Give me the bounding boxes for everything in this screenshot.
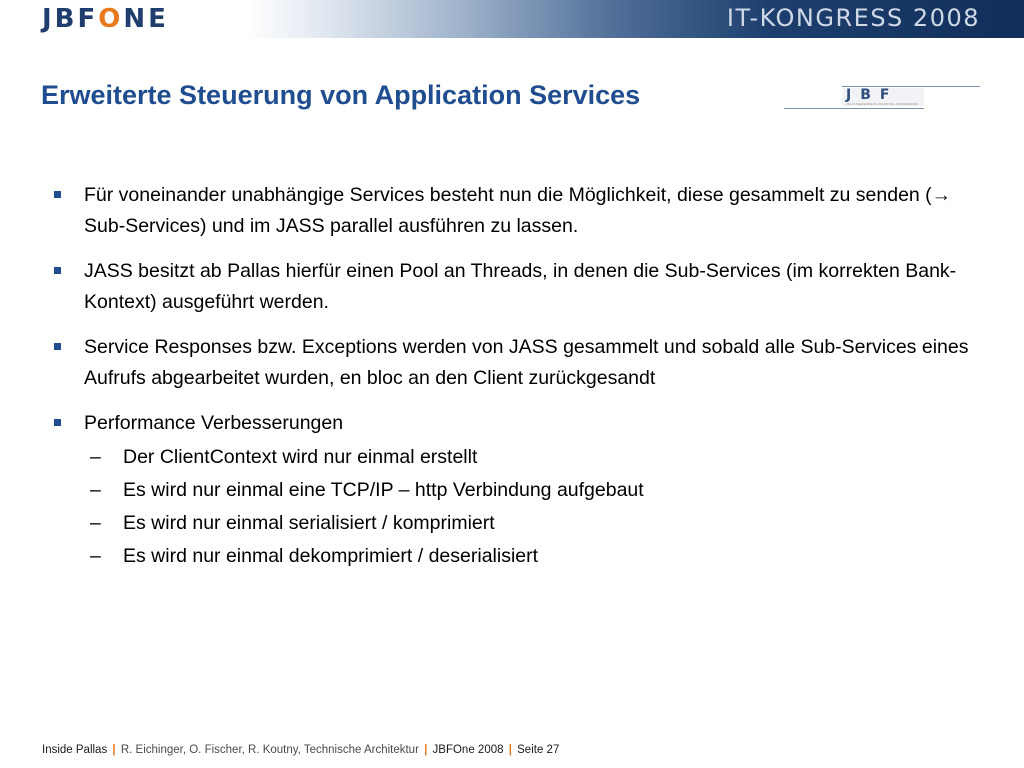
bullet-text: Service Responses bzw. Exceptions werden von JASS gesammelt und sobald alle Sub-Services eines Aufrufs abgearbeitet wurden, en bloc an den Client zurückgesandt [84, 336, 969, 389]
dash-bullet-icon: – [90, 545, 101, 567]
header-banner [0, 0, 1024, 38]
footer-separator: | [112, 744, 116, 756]
sub-bullet-item [52, 507, 982, 540]
square-bullet-icon [54, 191, 61, 198]
slide-footer [42, 744, 559, 756]
footer-separator: | [424, 744, 428, 756]
sub-bullet-text: Es wird nur einmal dekomprimiert / deserialisiert [123, 545, 539, 567]
sub-bullet-text: Es wird nur einmal serialisiert / komprimiert [123, 512, 495, 534]
jbf-logo: JBF [842, 88, 924, 106]
jbf-logo-block [784, 84, 980, 112]
logo-divider-bottom [784, 108, 924, 109]
jbfone-logo: JBFONE [42, 4, 169, 34]
footer-separator: | [508, 744, 512, 756]
bullet-text: Performance Verbesserungen [84, 412, 344, 434]
sub-bullet-item [52, 474, 982, 507]
jbf-logo-tagline: JOHN BERENBERG BANKING FRAMEWORK [846, 102, 919, 106]
footer-title: Inside Pallas [42, 744, 108, 756]
square-bullet-icon [54, 419, 61, 426]
sub-bullet-item [52, 540, 982, 573]
bullet-item [52, 256, 982, 318]
square-bullet-icon [54, 343, 61, 350]
slide-body [52, 180, 982, 573]
bullet-text: JASS besitzt ab Pallas hierfür einen Pool an Threads, in denen die Sub-Services (im korrekten Bank-Kontext) ausgeführt werden. [84, 260, 957, 313]
dash-bullet-icon: – [90, 479, 101, 501]
dash-bullet-icon: – [90, 446, 101, 468]
bullet-item [52, 180, 982, 242]
sub-bullet-item [52, 441, 982, 474]
slide-title: Erweiterte Steuerung von Application Services [41, 80, 641, 110]
event-title: IT-KONGRESS 2008 [726, 4, 980, 32]
footer-product: JBFOne 2008 [432, 744, 504, 756]
bullet-item [52, 408, 982, 439]
dash-bullet-icon: – [90, 512, 101, 534]
sub-bullet-text: Es wird nur einmal eine TCP/IP – http Verbindung aufgebaut [123, 479, 644, 501]
sub-bullet-text: Der ClientContext wird nur einmal erstellt [123, 446, 478, 468]
footer-page-number: Seite 27 [517, 744, 560, 756]
bullet-item [52, 332, 982, 394]
bullet-text: Für voneinander unabhängige Services besteht nun die Möglichkeit, diese gesammelt zu senden (→ Sub-Services) und im JASS parallel ausführen zu lassen. [84, 184, 952, 237]
square-bullet-icon [54, 267, 61, 274]
footer-authors: R. Eichinger, O. Fischer, R. Koutny, Technische Architektur [120, 744, 419, 756]
